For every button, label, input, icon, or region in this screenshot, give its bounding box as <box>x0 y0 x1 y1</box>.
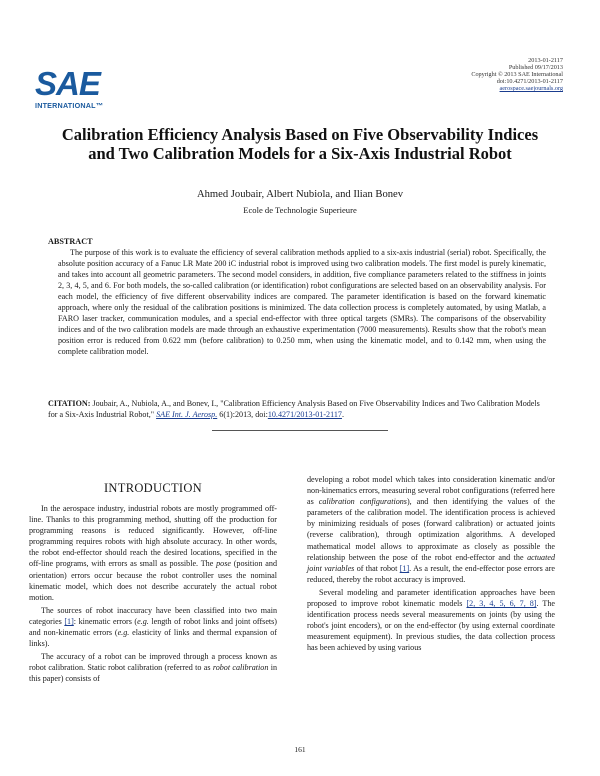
p3-text-a: The accuracy of a robot can be improved through a process known as robot calibration. Static robot calibration (referred to as <box>29 652 277 673</box>
r1-text-c: of that robot <box>356 563 398 573</box>
abstract-heading: ABSTRACT <box>48 237 93 246</box>
p2-text-d: elasticity of links and thermal expansion of links). <box>29 628 277 649</box>
intro-paragraph-2 <box>29 605 277 649</box>
published-date: Published 09/17/2013 <box>508 64 563 71</box>
paper-id: 2013-01-2117 <box>528 57 563 64</box>
left-column <box>29 503 277 687</box>
citation-tail: 6(1):2013, doi: <box>219 410 268 419</box>
r1-text-b: ), and then identifying the values of the parameters of the calibration model. The identification process is achieved by minimizing residuals of poses (forward calibration) or actuated joints (reverse calibration), through optimization algorithms. A developed mathematical model allows to approximate as closely as possible the relationship between the pose of the robot end-effector and the <box>307 497 555 562</box>
reference-link[interactable]: [1] <box>64 616 74 626</box>
p3-text-b: in this paper) consists of <box>29 663 278 684</box>
journal-site-link[interactable]: aerospace.saejournals.org <box>499 85 563 92</box>
reference-links[interactable]: [2, 3, 4, 5, 6, 7, 8] <box>466 599 537 609</box>
p2-text-c: length of robot links and joint offsets) and non-kinematic errors ( <box>29 616 278 638</box>
intro-paragraph-4 <box>307 474 555 585</box>
intro-paragraph-1 <box>29 503 277 603</box>
abstract-body: The purpose of this work is to evaluate the efficiency of several calibration methods applied to a six-axis industrial (serial) robot. Specifically, the absolute position accuracy of a Fanuc LR Mate 200 iC industrial robot is improved using two calibration models. The first model is purely kinematic, and takes into account all geometric parameters. The second model considers, in addition, five compliance parameters related to the stiffness in joints 2, 3, 4, 5, and 6. For both models, the so-called calibration (or identification) robot configurations are selected based on an observability analysis. For each model, the efficiency of five different observability indices are compared. The parameter identification is based on the forward kinematic approach, where only the residual of the calibration positions is minimized. The data collection process is completely automated, by using Matlab, a FARO laser tracker, communication modules, and a special end-effector with three optical targets (SMRs). The comparisons of the observability indices and of the two calibration models are made through an exhaustive experimentation (7000 measurements). Results show that the robot's mean position error is reduced from 0.622 mm (before calibration) to 0.250 mm, when using the kinematic model, and to 0.142 mm, when using the complete calibration model. <box>58 248 546 356</box>
introduction-heading: INTRODUCTION <box>103 481 203 495</box>
citation-label: CITATION: <box>48 399 91 408</box>
paper-metadata <box>471 57 563 92</box>
intro-paragraph-3 <box>29 651 277 684</box>
authors: Ahmed Joubair, Albert Nubiola, and Ilian Bonev <box>196 189 404 200</box>
r1-text-a: developing a robot model which takes into consideration kinematic and/or non-kinematics errors, measuring several robot configurations (referred here as <box>307 475 555 507</box>
reference-link[interactable]: [1] <box>399 563 410 573</box>
sae-logo-subtitle: INTERNATIONAL™ <box>35 101 104 110</box>
citation <box>48 398 548 420</box>
affiliation: Ecole de Technologie Superieure <box>243 205 357 215</box>
r2-text-a: Several modeling and parameter identification approaches have been proposed to improve robot kinematic models <box>307 587 555 609</box>
citation-text: Joubair, A., Nubiola, A., and Bonev, I., "Calibration Efficiency Analysis Based on Five Observability Indices and Two Calibration Models for a Six-Axis Industrial Robot," <box>48 399 540 419</box>
page-number: 161 <box>294 745 306 754</box>
p2-text-b: : kinematic errors ( <box>73 616 138 626</box>
doi: doi:10.4271/2013-01-2117 <box>496 78 563 85</box>
p2-eg-1: e.g. <box>137 616 149 626</box>
r1-emphasis: calibration configurations <box>318 497 407 507</box>
p2-text-a: The sources of robot inaccuracy have been classified into two main categories <box>29 605 277 626</box>
right-column <box>307 474 555 656</box>
citation-doi[interactable]: 10.4271/2013-01-2117 <box>267 410 342 419</box>
citation-journal[interactable]: SAE Int. J. Aerosp. <box>156 410 218 419</box>
r1-emphasis-2: actuated joint variables <box>307 552 555 573</box>
p1-text: In the aerospace industry, industrial robots are mostly programmed off-line. Thanks to this programming method, shutting off the production for programming reasons is reduced significantly. However, off-line programming requires robots with high absolute accuracy. In other words, the robot end-effector should reach the desired locations, specified in the off-line programs, with errors as small as possible. The <box>29 504 277 569</box>
p3-emphasis: robot calibration <box>212 663 269 673</box>
copyright: Copyright © 2013 SAE International <box>471 71 563 78</box>
sae-logo <box>35 65 115 110</box>
sae-logo-mark: SAE <box>35 65 100 102</box>
r1-text-d: . As a result, the end-effector pose errors are reduced, thereby the robot accuracy is improved. <box>307 563 556 584</box>
p2-eg-2: e.g. <box>117 628 130 638</box>
r2-text-b: . The identification process needs several measurements on joints (by using the robot's joint encoders), or on the end-effector (by using external coordinate measurement equipment). In previous studies, the data collection process has been achieved by using various <box>307 599 556 653</box>
paper-title: Calibration Efficiency Analysis Based on Five Observability Indices and Two Calibration Models for a Six-Axis Industrial Robot <box>61 125 539 163</box>
citation-end: . <box>341 410 344 419</box>
intro-paragraph-5 <box>307 587 555 654</box>
p1-tail: (position and orientation) errors occur because the robot controller uses the nominal kinematic model, which does not describe accurately the actual robot motion. <box>29 559 277 602</box>
section-divider <box>212 430 388 431</box>
p1-emphasis: pose <box>216 559 231 569</box>
